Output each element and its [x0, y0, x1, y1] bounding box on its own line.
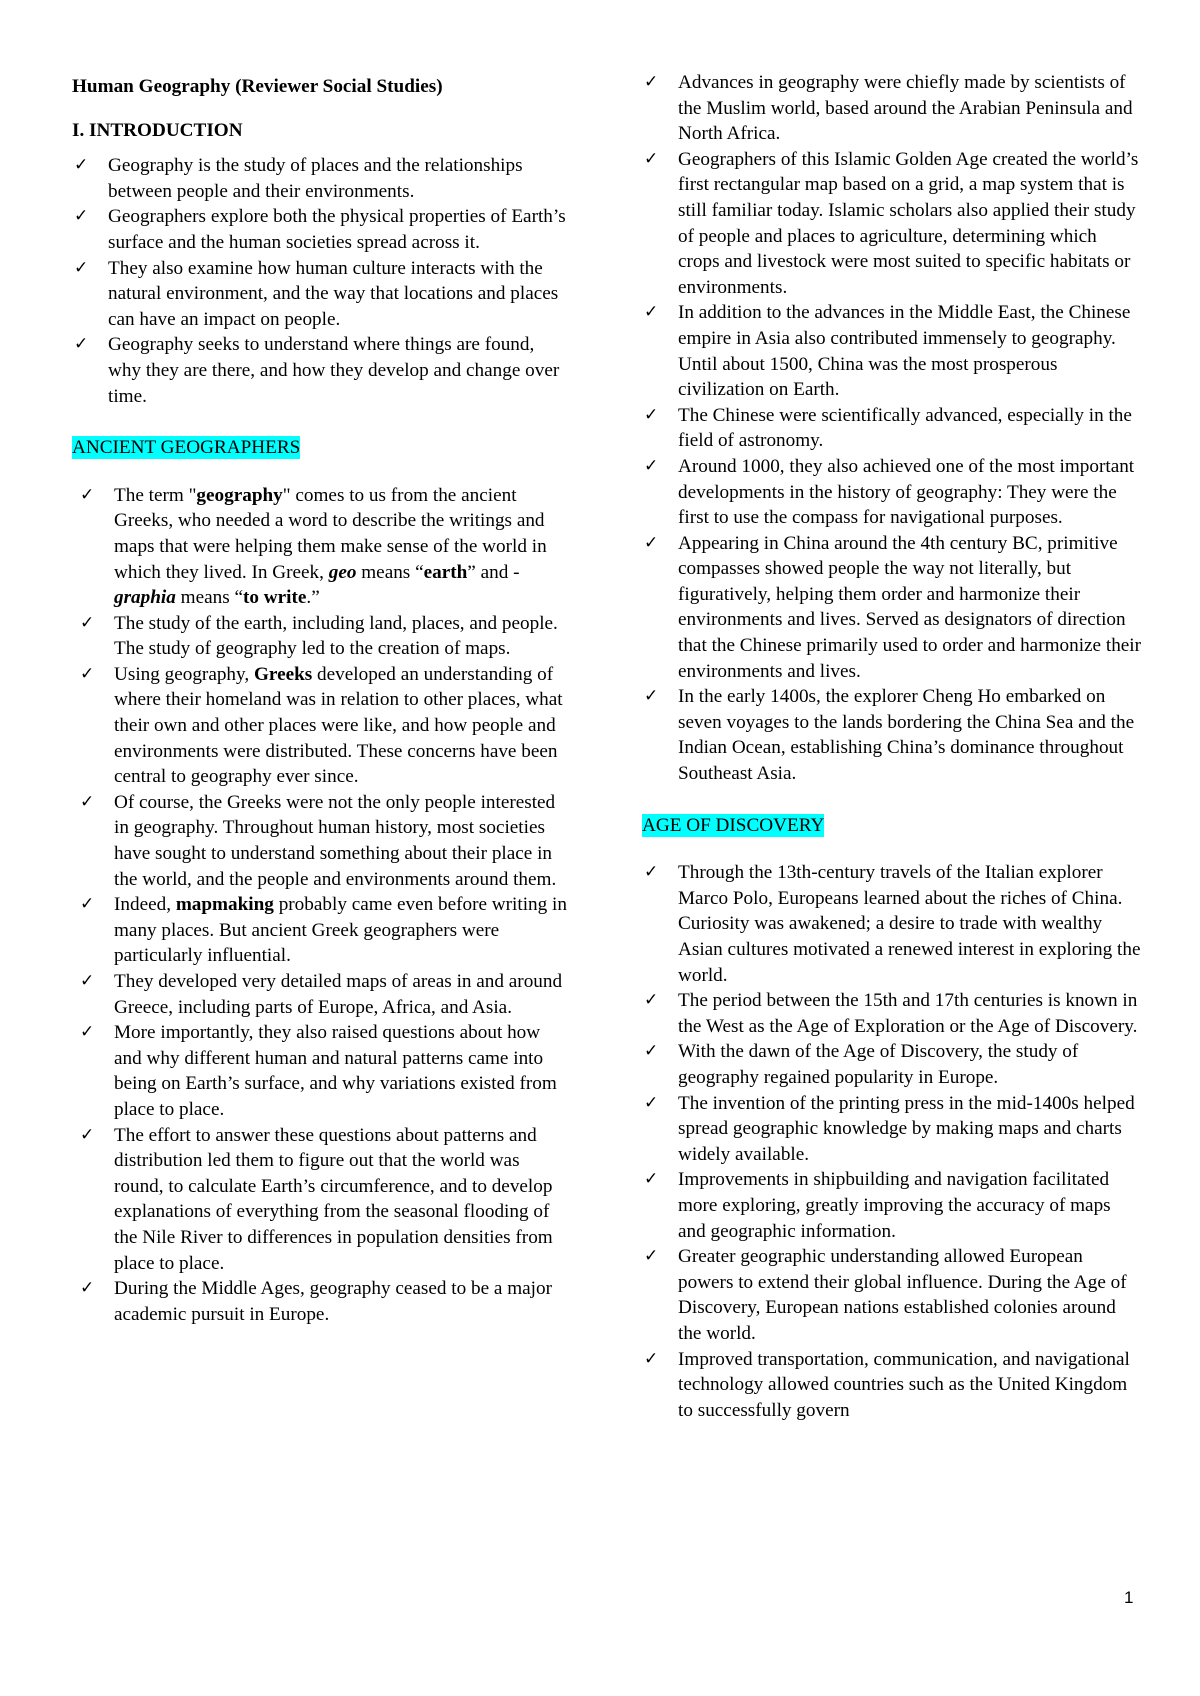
- document-title: Human Geography (Reviewer Social Studies): [72, 76, 443, 97]
- right-column: [642, 70, 1142, 1423]
- checkmark-icon: ✓: [644, 302, 659, 323]
- list-item: ✓ With the dawn of the Age of Discovery, the study of geography regained popularity in Europe.: [644, 1041, 1079, 1088]
- list-item: ✓ Advances in geography were chiefly made by scientists of the Muslim world, based around the Arabian Peninsula and North Africa.: [644, 72, 1133, 145]
- list-item: ✓ During the Middle Ages, geography ceased to be a major academic pursuit in Europe.: [80, 1278, 552, 1325]
- checkmark-icon: ✓: [80, 484, 95, 505]
- page-number: 1: [1124, 1588, 1134, 1607]
- list-item: ✓ Geographers explore both the physical properties of Earth’s surface and the human societies spread across it.: [74, 206, 566, 253]
- ancient-list: [72, 483, 572, 1328]
- list-item: ✓ In the early 1400s, the explorer Cheng Ho embarked on seven voyages to the lands bordering the China Sea and the Indian Ocean, establishing China’s dominance throughout Southeast Asia.: [644, 686, 1135, 785]
- intro-heading: I. INTRODUCTION: [72, 119, 243, 141]
- checkmark-icon: ✓: [644, 862, 659, 883]
- checkmark-icon: ✓: [74, 257, 89, 278]
- age-of-discovery-heading: AGE OF DISCOVERY: [642, 814, 825, 836]
- checkmark-icon: ✓: [80, 663, 95, 684]
- list-item: ✓ The term "geography" comes to us from the ancient Greeks, who needed a word to describe the writings and maps that were helping them make sense of the world in which they lived. In Greek, geo means “earth” and -graphia means “to write.”: [80, 484, 547, 609]
- checkmark-icon: ✓: [80, 612, 95, 633]
- checkmark-icon: ✓: [644, 1041, 659, 1062]
- list-item: ✓ Geographers of this Islamic Golden Age created the world’s first rectangular map based on a grid, a map system that is still familiar today. Islamic scholars also applied their study of people and places to agriculture, determining which crops and livestock were most suited to specific habitats or environments.: [644, 148, 1139, 298]
- discovery-list: [642, 860, 1142, 1423]
- checkmark-icon: ✓: [74, 155, 89, 176]
- checkmark-icon: ✓: [644, 686, 659, 707]
- checkmark-icon: ✓: [80, 1124, 95, 1145]
- list-item: ✓ Greater geographic understanding allowed European powers to extend their global influence. During the Age of Discovery, European nations established colonies around the world.: [644, 1246, 1127, 1344]
- checkmark-icon: ✓: [644, 72, 659, 92]
- checkmark-icon: ✓: [644, 1246, 659, 1267]
- list-item: ✓ Geography is the study of places and the relationships between people and their environments.: [74, 155, 523, 202]
- list-item: ✓ More importantly, they also raised questions about how and why different human and natural patterns came into being on Earth’s surface, and why variations existed from place to place.: [80, 1022, 557, 1120]
- list-item: ✓ Using geography, Greeks developed an understanding of where their homeland was in relation to other places, what their own and other places were like, and how people and environments were distributed. These concerns have been central to geography ever since.: [80, 663, 563, 788]
- list-item: ✓ Indeed, mapmaking probably came even before writing in many places. But ancient Greek geographers were particularly influential.: [80, 894, 567, 967]
- checkmark-icon: ✓: [74, 206, 89, 227]
- checkmark-icon: ✓: [644, 1092, 659, 1113]
- checkmark-icon: ✓: [644, 1348, 659, 1369]
- list-item: ✓ The invention of the printing press in the mid-1400s helped spread geographic knowledge by making maps and charts widely available.: [644, 1092, 1135, 1165]
- checkmark-icon: ✓: [644, 990, 659, 1011]
- list-item: ✓ Geography seeks to understand where things are found, why they are there, and how they develop and change over time.: [74, 334, 560, 407]
- list-item: ✓ Appearing in China around the 4th century BC, primitive compasses showed people the way not literally, but figuratively, helping them order and harmonize their environments and lives. Served as designators of direction that the Chinese primarily used to order and harmonize their environments and lives.: [644, 532, 1142, 682]
- list-item: ✓ They also examine how human culture interacts with the natural environment, and the way that locations and places can have an impact on people.: [74, 257, 559, 330]
- checkmark-icon: ✓: [80, 971, 95, 991]
- checkmark-icon: ✓: [644, 455, 659, 476]
- checkmark-icon: ✓: [644, 1169, 659, 1190]
- checkmark-icon: ✓: [80, 894, 95, 915]
- list-item: ✓ Improvements in shipbuilding and navigation facilitated more exploring, greatly improving the accuracy of maps and geographic information.: [644, 1169, 1111, 1242]
- checkmark-icon: ✓: [80, 791, 95, 812]
- list-item: ✓ The Chinese were scientifically advanced, especially in the field of astronomy.: [644, 404, 1132, 452]
- list-item: ✓ The study of the earth, including land, places, and people. The study of geography led to the creation of maps.: [80, 612, 558, 660]
- checkmark-icon: ✓: [80, 1022, 95, 1043]
- list-item: ✓ The period between the 15th and 17th centuries is known in the West as the Age of Exploration or the Age of Discovery.: [644, 990, 1138, 1037]
- list-item: ✓ The effort to answer these questions about patterns and distribution led them to figure out that the world was round, to calculate Earth’s circumference, and to develop explanations of everything from the seasonal flooding of the Nile River to differences in population densities from place to place.: [80, 1124, 553, 1274]
- checkmark-icon: ✓: [74, 334, 89, 355]
- list-item: ✓ Improved transportation, communication, and navigational technology allowed countries such as the United Kingdom to successfully govern: [644, 1348, 1130, 1421]
- list-item: ✓ They developed very detailed maps of areas in and around Greece, including parts of Europe, Africa, and Asia.: [80, 971, 563, 1018]
- checkmark-icon: ✓: [644, 532, 659, 553]
- checkmark-icon: ✓: [644, 148, 659, 169]
- history-list: [642, 70, 1142, 787]
- list-item: ✓ In addition to the advances in the Middle East, the Chinese empire in Asia also contributed immensely to geography. Until about 1500, China was the most prosperous civilization on Earth.: [644, 302, 1131, 401]
- checkmark-icon: ✓: [80, 1278, 95, 1299]
- list-item: ✓ Through the 13th-century travels of the Italian explorer Marco Polo, Europeans learned about the riches of China. Curiosity was awakened; a desire to trade with wealthy Asian cultures motivated a renewed interest in exploring the world.: [644, 862, 1141, 986]
- left-column: [72, 70, 572, 1327]
- intro-list: [72, 153, 572, 409]
- checkmark-icon: ✓: [644, 404, 659, 425]
- ancient-geographers-heading: ANCIENT GEOGRAPHERS: [72, 437, 301, 459]
- list-item: ✓ Around 1000, they also achieved one of the most important developments in the history of geography: They were the first to use the compass for navigational purposes.: [644, 455, 1135, 529]
- list-item: ✓ Of course, the Greeks were not the only people interested in geography. Throughout human history, most societies have sought to understand something about their place in the world, and the people and environments around them.: [80, 791, 557, 890]
